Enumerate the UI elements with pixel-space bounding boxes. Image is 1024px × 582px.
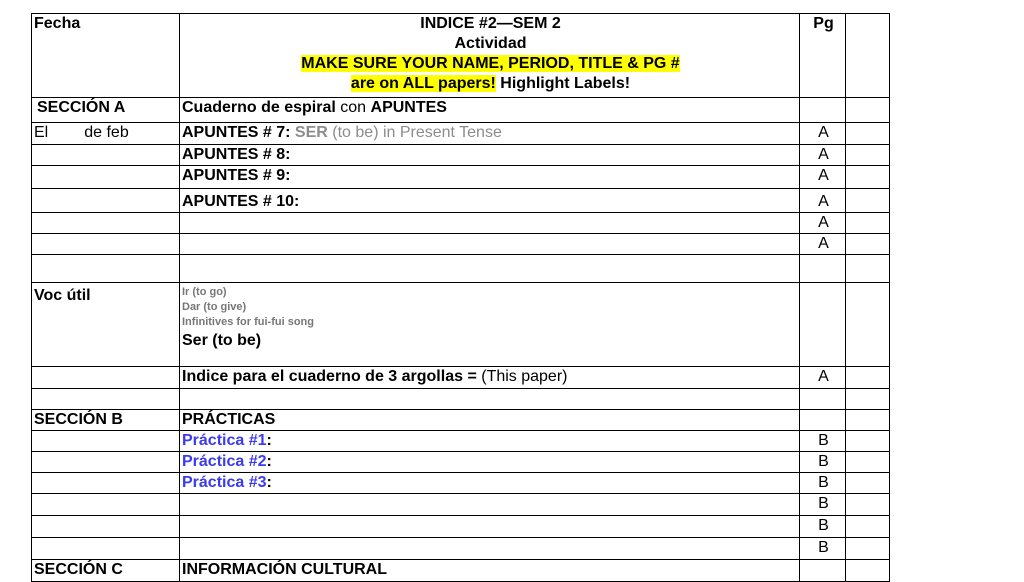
apuntes-8: APUNTES # 8: [180,145,800,166]
table-row [32,494,890,516]
page-letter: B [800,538,846,560]
section-b-heading: PRÁCTICAS [180,410,800,431]
apuntes-7: APUNTES # 7: SER (to be) in Present Tense [180,123,800,145]
section-b-row [32,410,890,431]
header-fecha: Fecha [32,14,180,98]
table-row [32,189,890,213]
index-table [31,13,890,582]
apuntes-10: APUNTES # 10: [180,189,800,213]
table-row [32,389,890,410]
notice-tail: Highlight Labels! [495,75,631,92]
section-c-heading: INFORMACIÓN CULTURAL [180,560,800,582]
apuntes-9: APUNTES # 9: [180,166,800,189]
page-letter: A [800,123,846,145]
section-c-row [32,560,890,582]
index-title: INDICE #2—SEM 2 [420,15,561,32]
section-b-label: SECCIÓN B [32,410,180,431]
actividad-label: Actividad [454,35,527,52]
section-a-heading: Cuaderno de espiral con APUNTES [180,98,800,123]
page-letter: A [800,367,846,389]
table-row [32,431,890,452]
voc-label: Voc útil [32,283,180,367]
header-title-cell [180,14,800,98]
header-pg: Pg [800,14,846,98]
table-row [32,123,890,145]
indice-row: Indice para el cuaderno de 3 argollas = (This paper) [180,367,800,389]
table-row [32,166,890,189]
page-letter: B [800,516,846,538]
page-letter: B [800,473,846,494]
page-letter: B [800,452,846,473]
section-a-row [32,98,890,123]
voc-row [32,283,890,367]
table-row [32,516,890,538]
table-row [32,538,890,560]
section-c-label: SECCIÓN C [32,560,180,582]
notice-line-2: are on ALL papers! [350,75,496,92]
header-extra [846,14,890,98]
practica-1: Práctica #1: [180,431,800,452]
practica-3: Práctica #3: [180,473,800,494]
page-letter: A [800,145,846,166]
notice-line-1: MAKE SURE YOUR NAME, PERIOD, TITLE & PG # [301,55,680,72]
page-letter: A [800,166,846,189]
table-row [32,255,890,283]
page-letter: A [800,213,846,234]
table-row [32,473,890,494]
practica-2: Práctica #2: [180,452,800,473]
page-letter: A [800,189,846,213]
table-row [32,145,890,166]
page-letter: B [800,431,846,452]
voc-list: Ir (to go) Dar (to give) Infinitives for fui-fui song Ser (to be) [180,283,800,367]
table-row [32,367,890,389]
table-row [32,234,890,255]
page-letter: A [800,234,846,255]
table-row [32,213,890,234]
table-row [32,452,890,473]
header-row [32,14,890,98]
page-letter: B [800,494,846,516]
date-cell: El de feb [32,123,180,145]
section-a-label: SECCIÓN A [32,98,180,123]
